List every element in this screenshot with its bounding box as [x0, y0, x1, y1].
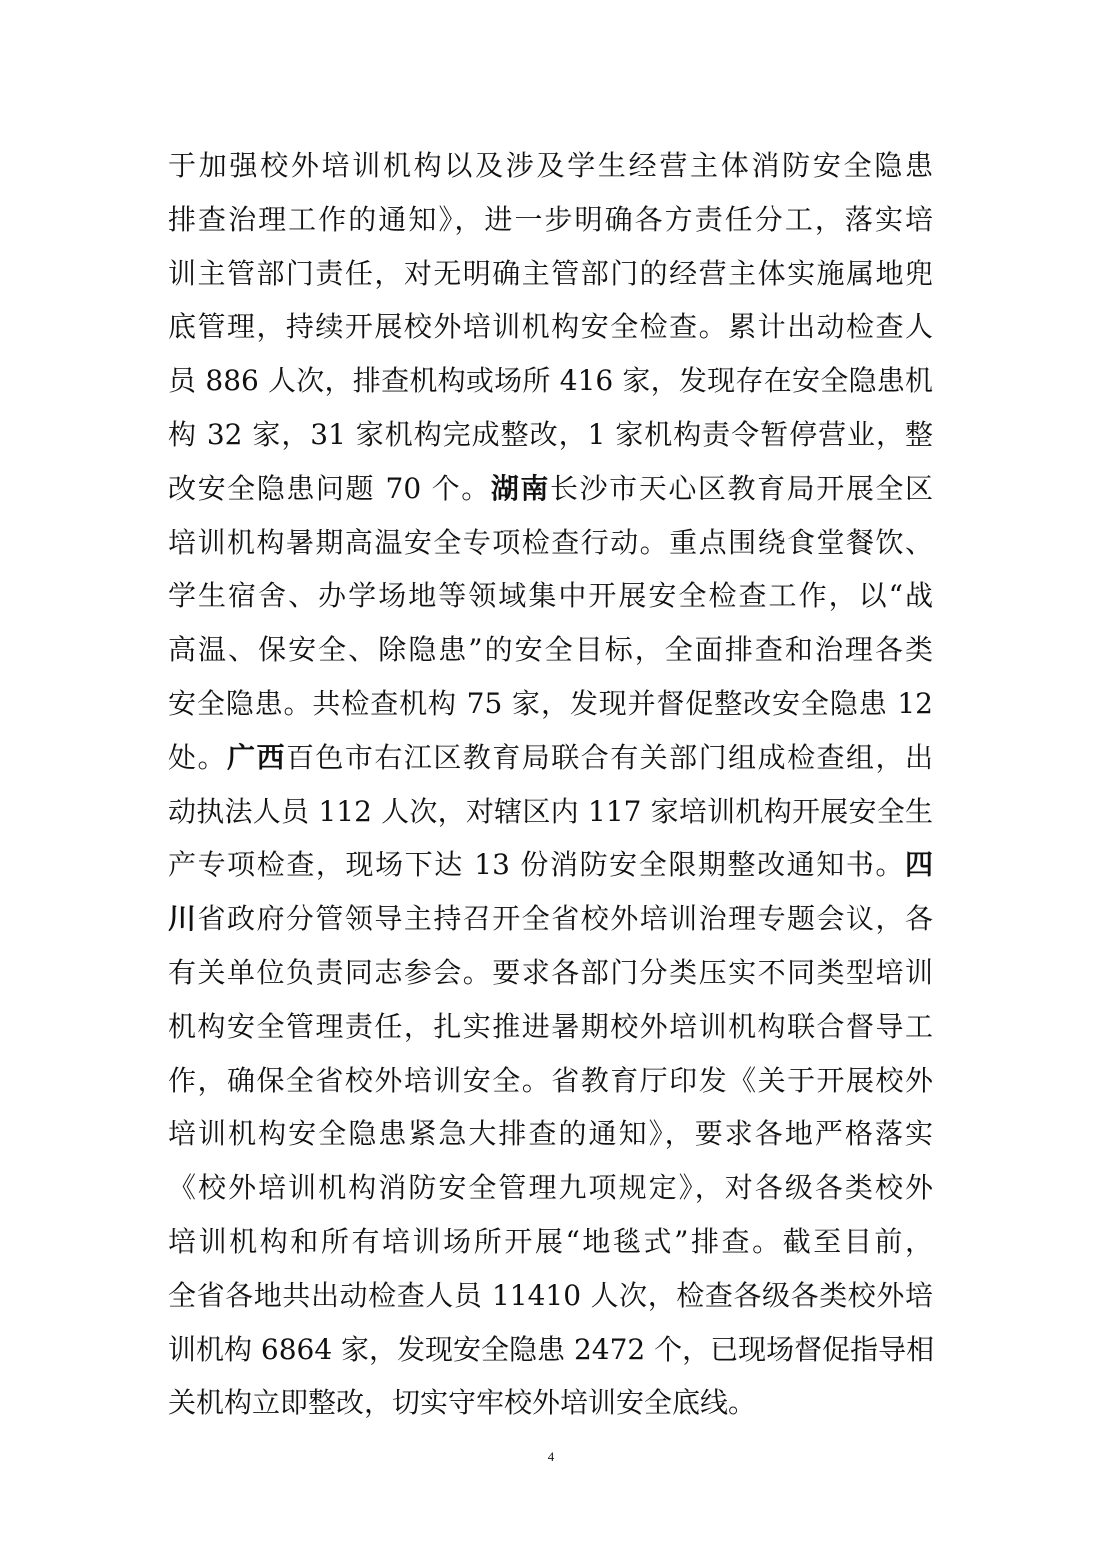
text-segment: 安全隐患。共检查机构 75 家，发现并督促整改安全隐患 12 — [168, 686, 933, 720]
bold-region-name: 广西 — [226, 740, 286, 774]
document-body — [168, 139, 933, 1430]
text-segment: 构 32 家，31 家机构完成整改，1 家机构责令暂停营业，整 — [168, 417, 933, 451]
text-segment: 员 886 人次，排查机构或场所 416 家，发现存在安全隐患机 — [168, 364, 933, 398]
text-segment: 有关单位负责同志参会。要求各部门分类压实不同类型培训 — [168, 955, 933, 989]
text-segment: 关机构立即整改，切实守牢校外培训安全底线。 — [168, 1386, 757, 1420]
text-line — [168, 1161, 933, 1215]
text-line — [168, 785, 933, 839]
text-line — [168, 946, 933, 1000]
text-line — [168, 193, 933, 247]
bold-region-name: 川 — [168, 902, 198, 936]
text-segment: 于加强校外培训机构以及涉及学生经营主体消防安全隐患 — [168, 149, 933, 182]
text-segment: 改安全隐患问题 70 个。 — [168, 471, 491, 505]
text-line — [168, 516, 933, 570]
bold-region-name: 湖南 — [490, 471, 550, 505]
text-segment: 《校外培训机构消防安全管理九项规定》，对各级各类校外 — [168, 1171, 933, 1205]
text-line — [168, 1107, 933, 1161]
text-line — [168, 247, 933, 301]
text-line — [168, 139, 933, 193]
text-line — [168, 1054, 933, 1108]
text-segment: 高温、保安全、除隐患”的安全目标，全面排查和治理各类 — [168, 633, 933, 667]
text-segment: 培训机构安全隐患紧急大排查的通知》，要求各地严格落实 — [168, 1117, 933, 1151]
text-segment: 处。 — [168, 740, 227, 774]
text-segment: 训主管部门责任，对无明确主管部门的经营主体实施属地兜 — [168, 256, 933, 290]
text-segment: 省政府分管领导主持召开全省校外培训治理专题会议，各 — [197, 902, 933, 936]
text-segment: 全省各地共出动检查人员 11410 人次，检查各级各类校外培 — [168, 1278, 933, 1312]
text-segment: 机构安全管理责任，扎实推进暑期校外培训机构联合督导工 — [168, 1009, 933, 1043]
bold-region-name: 四 — [904, 848, 933, 882]
text-segment: 培训机构和所有培训场所开展“地毯式”排查。截至目前， — [168, 1224, 933, 1258]
text-line — [168, 838, 933, 892]
text-segment: 底管理，持续开展校外培训机构安全检查。累计出动检查人 — [168, 310, 933, 344]
text-line — [168, 408, 933, 462]
text-segment: 动执法人员 112 人次，对辖区内 117 家培训机构开展安全生 — [168, 794, 933, 828]
page-number: 4 — [547, 1449, 555, 1464]
text-line — [168, 892, 933, 946]
text-line — [168, 1323, 933, 1377]
text-line — [168, 677, 933, 731]
text-line — [168, 354, 933, 408]
text-line — [168, 1269, 933, 1323]
text-segment: 长沙市天心区教育局开展全区 — [550, 471, 933, 505]
text-segment: 训机构 6864 家，发现安全隐患 2472 个，已现场督促指导相 — [168, 1332, 935, 1366]
text-segment: 排查治理工作的通知》，进一步明确各方责任分工，落实培 — [168, 202, 933, 236]
text-line — [168, 1215, 933, 1269]
text-line — [168, 623, 933, 677]
text-segment: 作，确保全省校外培训安全。省教育厅印发《关于开展校外 — [168, 1063, 933, 1097]
text-line — [168, 462, 933, 516]
text-line — [168, 1376, 933, 1430]
text-line — [168, 1000, 933, 1054]
text-line — [168, 731, 933, 785]
text-segment: 产专项检查，现场下达 13 份消防安全限期整改通知书。 — [168, 848, 905, 882]
text-line — [168, 569, 933, 623]
text-segment: 培训机构暑期高温安全专项检查行动。重点围绕食堂餐饮、 — [168, 525, 933, 559]
text-line — [168, 300, 933, 354]
text-segment: 百色市右江区教育局联合有关部门组成检查组，出 — [285, 740, 933, 774]
text-segment: 学生宿舍、办学场地等领域集中开展安全检查工作，以“战 — [168, 579, 933, 613]
